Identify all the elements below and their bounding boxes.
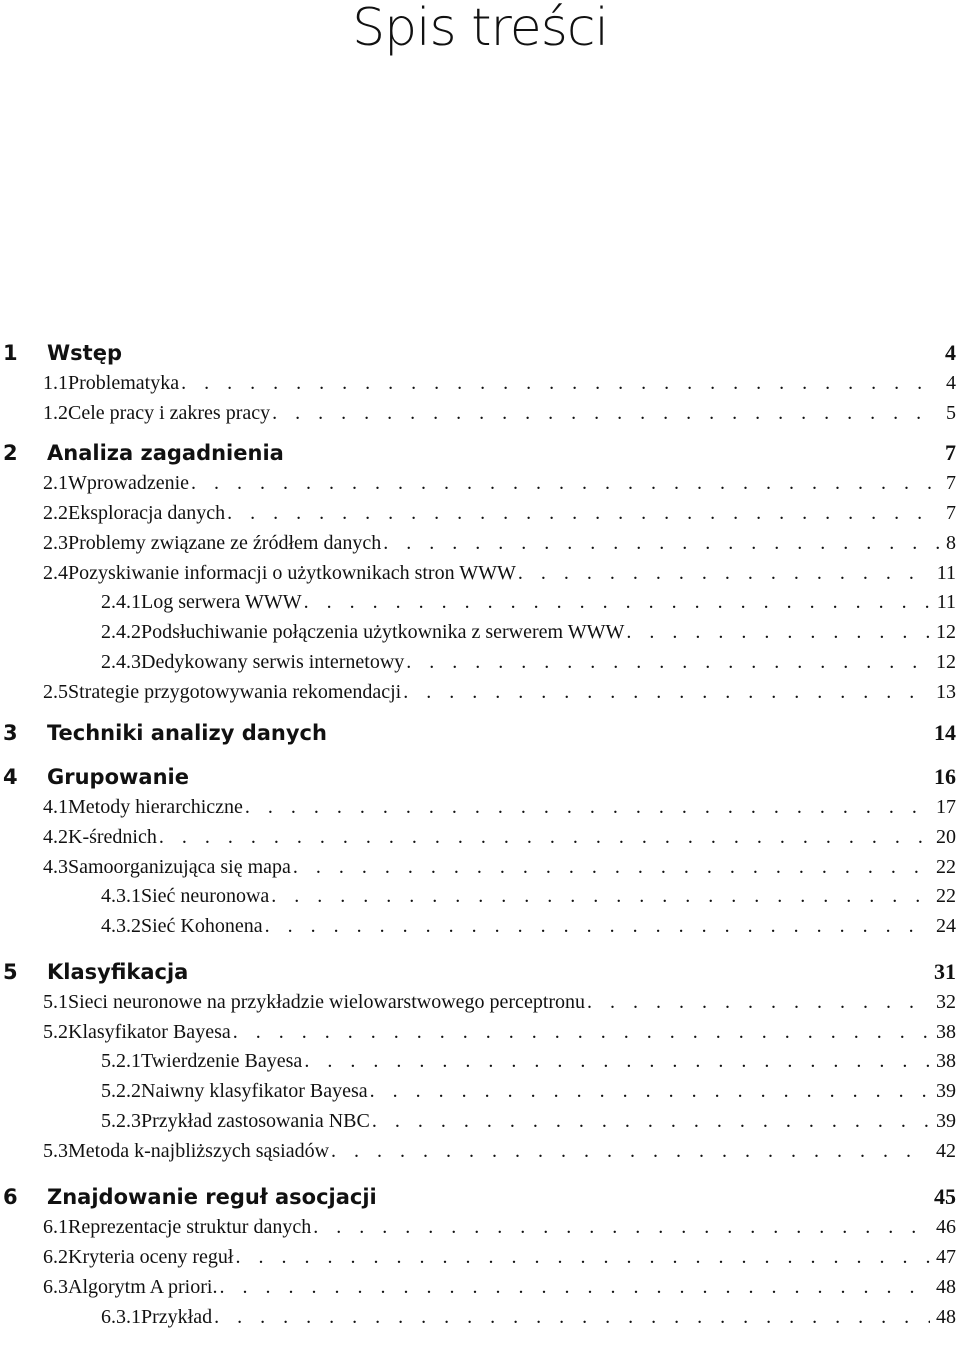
dot-leader bbox=[304, 1050, 930, 1073]
toc-entry-title: Wstęp bbox=[47, 341, 122, 365]
toc-entry-number: 1 bbox=[3, 341, 18, 365]
toc-entry-section[interactable] bbox=[0, 532, 960, 555]
toc-entry-title: K-średnich bbox=[68, 826, 157, 848]
toc-entry-chapter[interactable] bbox=[0, 340, 960, 366]
dot-leader bbox=[313, 1216, 930, 1239]
toc-entry-number: 2.1 bbox=[43, 472, 68, 494]
toc-entry-title: Twierdzenie Bayesa bbox=[141, 1050, 303, 1072]
toc-entry-page-number: 12 bbox=[936, 651, 956, 673]
toc-entry-title: Metody hierarchiczne bbox=[68, 796, 243, 818]
dot-leader bbox=[370, 1080, 930, 1103]
toc-entry-number: 2.2 bbox=[43, 502, 68, 524]
toc-entry-section[interactable] bbox=[0, 681, 960, 704]
dot-leader bbox=[372, 1110, 930, 1133]
dot-leader bbox=[626, 621, 930, 644]
toc-entry-number: 6.3.1 bbox=[101, 1306, 141, 1328]
toc-entry-chapter[interactable] bbox=[0, 764, 960, 790]
toc-entry-number: 4 bbox=[3, 765, 18, 789]
toc-entry-subsection[interactable] bbox=[0, 1050, 960, 1073]
toc-entry-number: 6.3 bbox=[43, 1276, 68, 1298]
dot-leader bbox=[233, 1021, 930, 1044]
toc-entry-chapter[interactable] bbox=[0, 440, 960, 466]
toc-entry-page-number: 39 bbox=[936, 1080, 956, 1102]
toc-entry-number: 1.1 bbox=[43, 372, 68, 394]
dot-leader bbox=[245, 796, 930, 819]
toc-entry-title: Klasyfikator Bayesa bbox=[68, 1021, 231, 1043]
toc-entry-number: 5.2 bbox=[43, 1021, 68, 1043]
toc-entry-number: 2.4 bbox=[43, 562, 68, 584]
toc-entry-section[interactable] bbox=[0, 991, 960, 1014]
toc-entry-subsection[interactable] bbox=[0, 915, 960, 938]
toc-entry-page-number: 5 bbox=[946, 402, 956, 424]
toc-entry-page-number: 42 bbox=[936, 1140, 956, 1162]
toc-entry-page-number: 4 bbox=[945, 340, 956, 365]
toc-entry-page-number: 14 bbox=[934, 720, 956, 745]
toc-entry-page-number: 4 bbox=[946, 372, 956, 394]
toc-entry-title: Eksploracja danych bbox=[68, 502, 226, 524]
toc-entry-page-number: 48 bbox=[936, 1306, 956, 1328]
toc-entry-page-number: 20 bbox=[936, 826, 956, 848]
toc-entry-subsection[interactable] bbox=[0, 651, 960, 674]
toc-entry-page-number: 39 bbox=[936, 1110, 956, 1132]
toc-entry-title: Znajdowanie reguł asocjacji bbox=[47, 1185, 377, 1209]
dot-leader bbox=[518, 562, 931, 585]
toc-entry-section[interactable] bbox=[0, 372, 960, 395]
toc-entry-number: 2.5 bbox=[43, 681, 68, 703]
toc-entry-page-number: 11 bbox=[936, 562, 956, 584]
toc-entry-page-number: 11 bbox=[936, 591, 956, 613]
dot-leader bbox=[406, 651, 930, 674]
toc-entry-title: Log serwera WWW bbox=[141, 591, 302, 613]
toc-entry-title: Przykład bbox=[141, 1306, 213, 1328]
toc-entry-section[interactable] bbox=[0, 1140, 960, 1163]
toc-entry-subsection[interactable] bbox=[0, 1306, 960, 1329]
toc-entry-page-number: 38 bbox=[936, 1050, 956, 1072]
page-title: Spis treści bbox=[352, 0, 608, 58]
toc-entry-section[interactable] bbox=[0, 796, 960, 819]
dot-leader bbox=[265, 915, 930, 938]
toc-entry-number: 1.2 bbox=[43, 402, 68, 424]
toc-entry-title: Algorytm A priori. bbox=[68, 1276, 218, 1298]
dot-leader bbox=[331, 1140, 930, 1163]
toc-entry-subsection[interactable] bbox=[0, 1080, 960, 1103]
toc-entry-chapter[interactable] bbox=[0, 720, 960, 746]
dot-leader bbox=[227, 502, 940, 525]
toc-entry-page-number: 7 bbox=[945, 440, 956, 465]
dot-leader bbox=[191, 472, 940, 495]
toc-entry-title: Podsłuchiwanie połączenia użytkownika z serwerem WWW bbox=[141, 621, 625, 643]
toc-entry-subsection[interactable] bbox=[0, 591, 960, 614]
toc-entry-subsection[interactable] bbox=[0, 1110, 960, 1133]
dot-leader bbox=[383, 532, 940, 555]
toc-entry-subsection[interactable] bbox=[0, 885, 960, 908]
toc-entry-section[interactable] bbox=[0, 856, 960, 879]
toc-entry-title: Metoda k-najbliższych sąsiadów bbox=[68, 1140, 330, 1162]
dot-leader bbox=[235, 1246, 930, 1269]
toc-entry-section[interactable] bbox=[0, 1246, 960, 1269]
toc-entry-page-number: 32 bbox=[936, 991, 956, 1013]
toc-entry-title: Kryteria oceny reguł bbox=[68, 1246, 234, 1268]
toc-entry-subsection[interactable] bbox=[0, 621, 960, 644]
toc-entry-number: 2 bbox=[3, 441, 18, 465]
toc-entry-page-number: 12 bbox=[936, 621, 956, 643]
toc-entry-page-number: 7 bbox=[946, 472, 956, 494]
toc-entry-number: 4.3.2 bbox=[101, 915, 141, 937]
dot-leader bbox=[304, 591, 931, 614]
toc-entry-number: 2.4.2 bbox=[101, 621, 141, 643]
toc-entry-number: 4.3 bbox=[43, 856, 68, 878]
toc-entry-title: Samoorganizująca się mapa bbox=[68, 856, 291, 878]
toc-entry-page-number: 47 bbox=[936, 1246, 956, 1268]
toc-entry-page-number: 7 bbox=[946, 502, 956, 524]
toc-entry-number: 5.2.3 bbox=[101, 1110, 141, 1132]
toc-entry-title: Wprowadzenie bbox=[68, 472, 190, 494]
toc-entry-page-number: 48 bbox=[936, 1276, 956, 1298]
toc-entry-title: Sieć Kohonena bbox=[141, 915, 263, 937]
toc-entry-title: Przykład zastosowania NBC bbox=[141, 1110, 370, 1132]
toc-entry-section[interactable] bbox=[0, 1276, 960, 1299]
dot-leader bbox=[159, 826, 930, 849]
toc-entry-number: 2.4.1 bbox=[101, 591, 141, 613]
toc-entry-title: Analiza zagadnienia bbox=[47, 441, 284, 465]
dot-leader bbox=[271, 885, 930, 908]
toc-entry-title: Klasyfikacja bbox=[47, 960, 189, 984]
toc-entry-number: 3 bbox=[3, 721, 18, 745]
toc-entry-section[interactable] bbox=[0, 562, 960, 585]
toc-entry-page-number: 31 bbox=[934, 959, 956, 984]
toc-entry-page-number: 16 bbox=[934, 764, 956, 789]
toc-entry-title: Problematyka bbox=[68, 372, 180, 394]
toc-entry-section[interactable] bbox=[0, 1216, 960, 1239]
toc-entry-number: 5 bbox=[3, 960, 18, 984]
toc-entry-number: 5.3 bbox=[43, 1140, 68, 1162]
toc-entry-number: 4.2 bbox=[43, 826, 68, 848]
toc-entry-page-number: 8 bbox=[946, 532, 956, 554]
toc-entry-title: Sieć neuronowa bbox=[141, 885, 270, 907]
toc-entry-page-number: 13 bbox=[936, 681, 956, 703]
dot-leader bbox=[181, 372, 940, 395]
toc-entry-title: Strategie przygotowywania rekomendacji bbox=[68, 681, 402, 703]
toc-entry-number: 6.2 bbox=[43, 1246, 68, 1268]
toc-entry-page-number: 22 bbox=[936, 856, 956, 878]
toc-entry-section[interactable] bbox=[0, 826, 960, 849]
toc-entry-page-number: 46 bbox=[936, 1216, 956, 1238]
dot-leader bbox=[219, 1276, 930, 1299]
toc-entry-number: 4.1 bbox=[43, 796, 68, 818]
toc-entry-title: Pozyskiwanie informacji o użytkownikach stron WWW bbox=[68, 562, 516, 584]
dot-leader bbox=[587, 991, 930, 1014]
toc-entry-number: 6.1 bbox=[43, 1216, 68, 1238]
toc-entry-section[interactable] bbox=[0, 502, 960, 525]
toc-entry-chapter[interactable] bbox=[0, 959, 960, 985]
dot-leader bbox=[214, 1306, 930, 1329]
toc-entry-title: Reprezentacje struktur danych bbox=[68, 1216, 312, 1238]
toc-entry-title: Cele pracy i zakres pracy bbox=[68, 402, 271, 424]
toc-entry-page-number: 22 bbox=[936, 885, 956, 907]
toc-entry-title: Grupowanie bbox=[47, 765, 189, 789]
toc-entry-section[interactable] bbox=[0, 402, 960, 425]
toc-entry-page-number: 24 bbox=[936, 915, 956, 937]
toc-entry-number: 5.1 bbox=[43, 991, 68, 1013]
toc-entry-title: Sieci neuronowe na przykładzie wielowarstwowego perceptronu bbox=[68, 991, 586, 1013]
toc-entry-number: 6 bbox=[3, 1185, 18, 1209]
dot-leader bbox=[272, 402, 940, 425]
toc-entry-title: Dedykowany serwis internetowy bbox=[141, 651, 405, 673]
toc-entry-page-number: 17 bbox=[936, 796, 956, 818]
toc-entry-section[interactable] bbox=[0, 472, 960, 495]
toc-entry-chapter[interactable] bbox=[0, 1184, 960, 1210]
dot-leader bbox=[293, 856, 930, 879]
toc-entry-number: 2.4.3 bbox=[101, 651, 141, 673]
dot-leader bbox=[403, 681, 930, 704]
toc-entry-number: 5.2.1 bbox=[101, 1050, 141, 1072]
toc-entry-page-number: 45 bbox=[934, 1184, 956, 1209]
toc-entry-number: 4.3.1 bbox=[101, 885, 141, 907]
toc-entry-title: Naiwny klasyfikator Bayesa bbox=[141, 1080, 368, 1102]
toc-entry-title: Problemy związane ze źródłem danych bbox=[68, 532, 382, 554]
toc-entry-number: 2.3 bbox=[43, 532, 68, 554]
toc-entry-title: Techniki analizy danych bbox=[47, 721, 327, 745]
toc-entry-number: 5.2.2 bbox=[101, 1080, 141, 1102]
toc-entry-page-number: 38 bbox=[936, 1021, 956, 1043]
toc-entry-section[interactable] bbox=[0, 1021, 960, 1044]
